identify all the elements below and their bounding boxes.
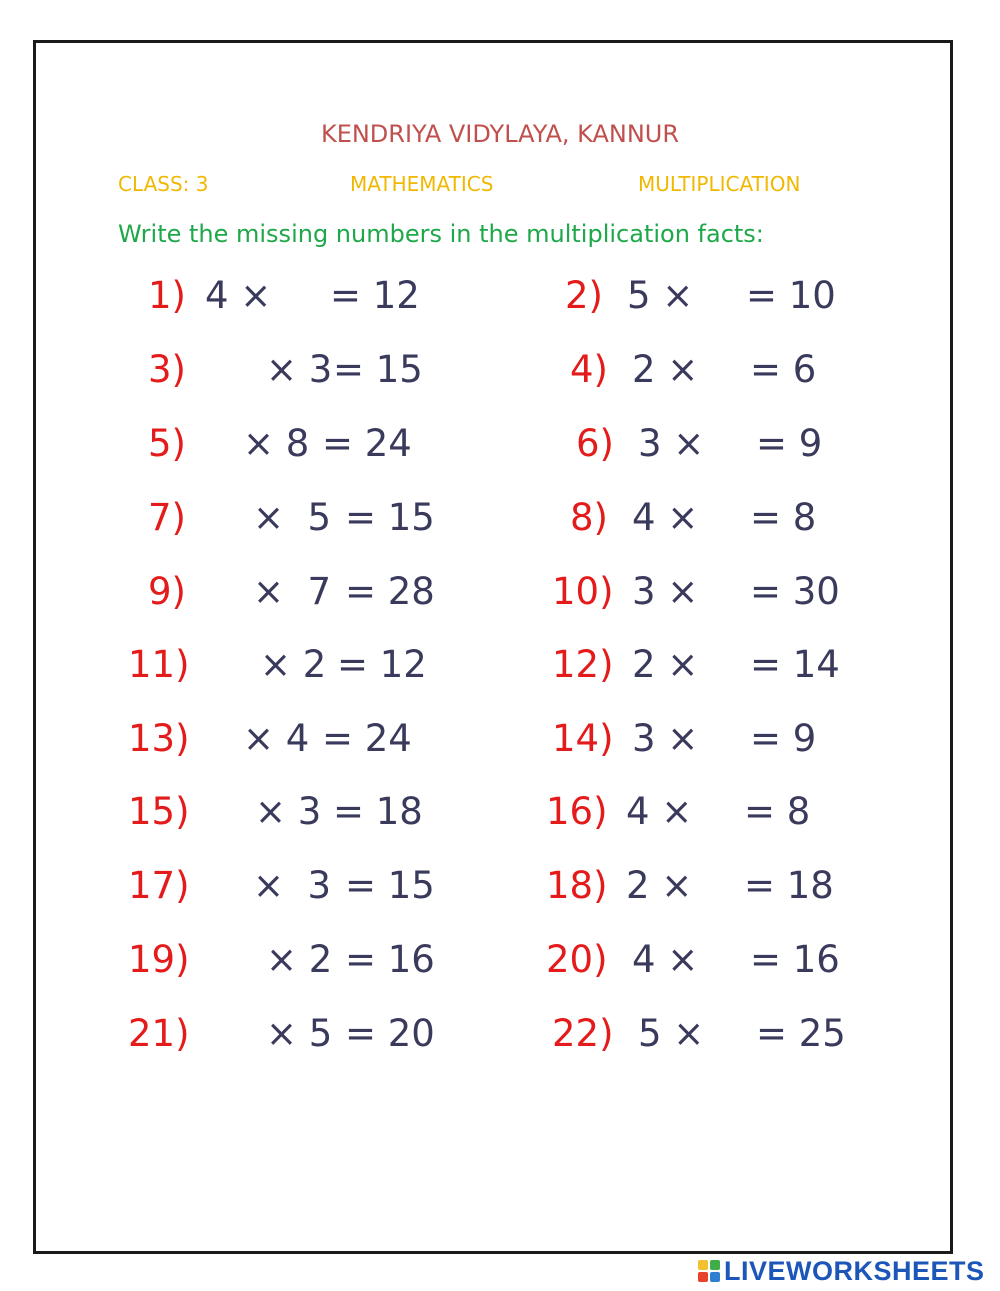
equation-part: × 2 xyxy=(260,643,327,686)
instruction-text: Write the missing numbers in the multiplication facts: xyxy=(118,220,764,248)
equation-part: = 18 xyxy=(744,864,834,907)
answer-blank[interactable] xyxy=(686,867,734,905)
problem-number: 3) xyxy=(148,348,186,391)
answer-blank[interactable] xyxy=(698,425,746,463)
answer-blank[interactable] xyxy=(692,720,740,758)
equation-part: × 2 xyxy=(266,938,333,981)
equation-part: = 20 xyxy=(345,1012,435,1055)
problem-number: 9) xyxy=(148,570,186,613)
equation-part: 4 × xyxy=(205,274,272,317)
equation-part: = 8 xyxy=(744,790,811,833)
problem-number: 22) xyxy=(552,1012,614,1055)
answer-blank[interactable] xyxy=(200,867,248,905)
equation-part: 4 × xyxy=(632,496,699,539)
logo-square xyxy=(710,1260,720,1270)
problem-number: 21) xyxy=(128,1012,190,1055)
equation-part: = 15 xyxy=(345,864,435,907)
equation-part: × 8 xyxy=(243,422,310,465)
answer-blank[interactable] xyxy=(692,573,740,611)
equation-part: 4 × xyxy=(626,790,693,833)
answer-blank[interactable] xyxy=(204,646,252,684)
answer-blank[interactable] xyxy=(686,793,734,831)
answer-blank[interactable] xyxy=(208,941,256,979)
problem-number: 10) xyxy=(552,570,614,613)
problem-number: 17) xyxy=(128,864,190,907)
equation-part: × 4 xyxy=(243,717,310,760)
equation-part: 3 × xyxy=(638,422,705,465)
subject-label: MATHEMATICS xyxy=(350,172,494,196)
equation-part: = 18 xyxy=(333,790,423,833)
problem-number: 14) xyxy=(552,717,614,760)
equation-part: = 24 xyxy=(322,717,412,760)
answer-blank[interactable] xyxy=(200,573,248,611)
problem-number: 18) xyxy=(546,864,608,907)
answer-blank[interactable] xyxy=(266,277,314,315)
equation-part: = 12 xyxy=(330,274,420,317)
problem-number: 2) xyxy=(565,274,603,317)
logo-text: LIVEWORKSHEETS xyxy=(724,1255,985,1286)
problem-number: 8) xyxy=(570,496,608,539)
problem-number: 4) xyxy=(570,348,608,391)
answer-blank[interactable] xyxy=(688,277,736,315)
problem-number: 16) xyxy=(546,790,608,833)
problem-number: 19) xyxy=(128,938,190,981)
school-title: KENDRIYA VIDYLAYA, KANNUR xyxy=(320,120,680,148)
equation-part: = 24 xyxy=(322,422,412,465)
topic-label: MULTIPLICATION xyxy=(638,172,801,196)
equation-part: = 9 xyxy=(756,422,823,465)
answer-blank[interactable] xyxy=(692,941,740,979)
equation-part: = 8 xyxy=(750,496,817,539)
problem-number: 1) xyxy=(148,274,186,317)
equation-part: × 5 xyxy=(253,496,332,539)
problem-number: 13) xyxy=(128,717,190,760)
answer-blank[interactable] xyxy=(208,1015,256,1053)
answer-blank[interactable] xyxy=(200,499,248,537)
equation-part: = 12 xyxy=(337,643,427,686)
answer-blank[interactable] xyxy=(200,793,248,831)
equation-part: 4 × xyxy=(632,938,699,981)
equation-part: = 6 xyxy=(750,348,817,391)
equation-part: 3 × xyxy=(632,717,699,760)
equation-part: × 3 xyxy=(266,348,333,391)
logo-square xyxy=(698,1272,708,1282)
equation-part: 3 × xyxy=(632,570,699,613)
equation-part: = 15 xyxy=(333,348,423,391)
equation-part: × 7 xyxy=(253,570,332,613)
problem-number: 5) xyxy=(148,422,186,465)
problem-number: 6) xyxy=(576,422,614,465)
equation-part: = 30 xyxy=(750,570,840,613)
equation-part: = 15 xyxy=(345,496,435,539)
problem-number: 20) xyxy=(546,938,608,981)
equation-part: 5 × xyxy=(638,1012,705,1055)
problem-number: 12) xyxy=(552,643,614,686)
equation-part: 5 × xyxy=(627,274,694,317)
problem-number: 15) xyxy=(128,790,190,833)
answer-blank[interactable] xyxy=(692,646,740,684)
equation-part: = 14 xyxy=(750,643,840,686)
equation-part: = 16 xyxy=(345,938,435,981)
answer-blank[interactable] xyxy=(208,351,256,389)
equation-part: 2 × xyxy=(632,643,699,686)
answer-blank[interactable] xyxy=(192,425,240,463)
logo-square xyxy=(698,1260,708,1270)
equation-part: = 25 xyxy=(756,1012,846,1055)
class-label: CLASS: 3 xyxy=(118,172,209,196)
equation-part: = 10 xyxy=(746,274,836,317)
equation-part: × 5 xyxy=(266,1012,333,1055)
logo-square xyxy=(710,1272,720,1282)
equation-part: = 28 xyxy=(345,570,435,613)
logo-squares-icon xyxy=(698,1260,720,1282)
liveworksheets-logo xyxy=(698,1256,985,1286)
equation-part: × 3 xyxy=(255,790,322,833)
equation-part: 2 × xyxy=(626,864,693,907)
answer-blank[interactable] xyxy=(698,1015,746,1053)
answer-blank[interactable] xyxy=(190,720,238,758)
answer-blank[interactable] xyxy=(692,351,740,389)
equation-part: = 9 xyxy=(750,717,817,760)
equation-part: 2 × xyxy=(632,348,699,391)
answer-blank[interactable] xyxy=(692,499,740,537)
problem-number: 7) xyxy=(148,496,186,539)
equation-part: = 16 xyxy=(750,938,840,981)
problem-number: 11) xyxy=(128,643,190,686)
equation-part: × 3 xyxy=(253,864,332,907)
